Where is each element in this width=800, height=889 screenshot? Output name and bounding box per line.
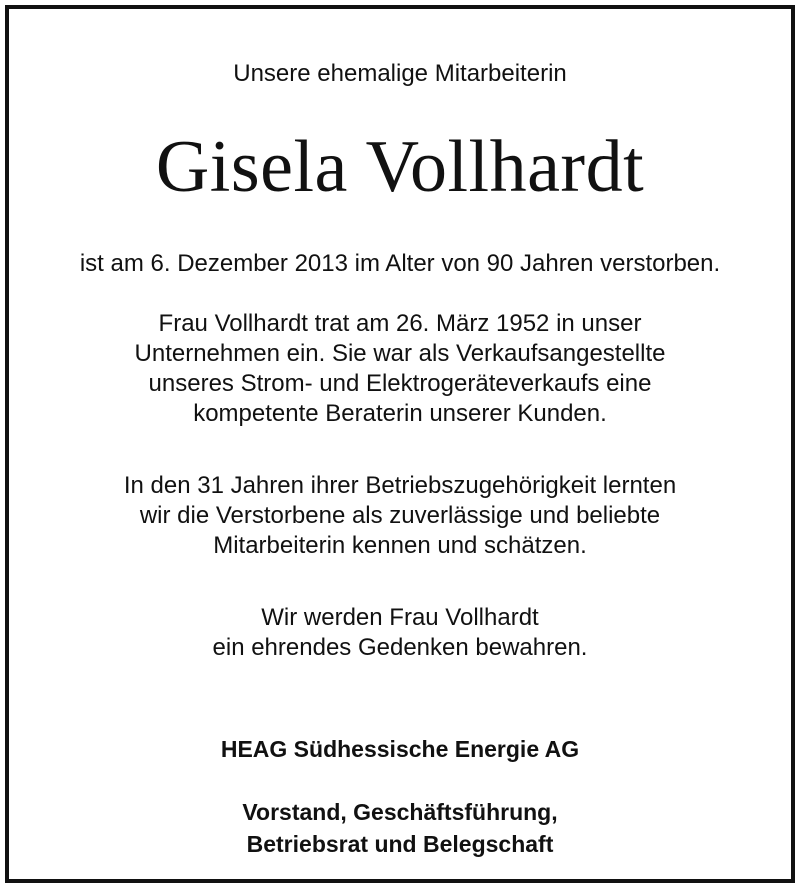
company-name: HEAG Südhessische Energie AG — [220, 736, 580, 762]
signatory-line: Betriebsrat und Belegschaft — [246, 831, 554, 857]
tenure-line: Mitarbeiterin kennen und schätzen. — [213, 532, 587, 559]
memory-paragraph — [9, 603, 791, 663]
career-line: kompetente Beraterin unserer Kunden. — [193, 400, 607, 427]
tenure-line: wir die Verstorbene als zuverlässige und beliebte — [139, 502, 661, 529]
deceased-name: Gisela Vollhardt — [155, 126, 645, 208]
career-line: unseres Strom- und Elektrogeräteverkaufs eine — [148, 370, 652, 397]
career-line: Unternehmen ein. Sie war als Verkaufsangestellte — [134, 340, 666, 367]
death-announcement: ist am 6. Dezember 2013 im Alter von 90 Jahren verstorben. — [79, 250, 721, 277]
tenure-line: In den 31 Jahren ihrer Betriebszugehörigkeit lernten — [123, 472, 677, 499]
career-paragraph — [9, 309, 791, 429]
career-line: Frau Vollhardt trat am 26. März 1952 in unser — [158, 310, 642, 337]
obituary-content — [9, 9, 791, 879]
memory-line: Wir werden Frau Vollhardt — [261, 604, 539, 631]
obituary-border — [5, 5, 795, 883]
signatory-line: Vorstand, Geschäftsführung, — [242, 799, 558, 825]
signatories — [9, 796, 791, 860]
intro-text: Unsere ehemalige Mitarbeiterin — [233, 60, 567, 87]
memory-line: ein ehrendes Gedenken bewahren. — [212, 634, 588, 661]
tenure-paragraph — [9, 471, 791, 561]
